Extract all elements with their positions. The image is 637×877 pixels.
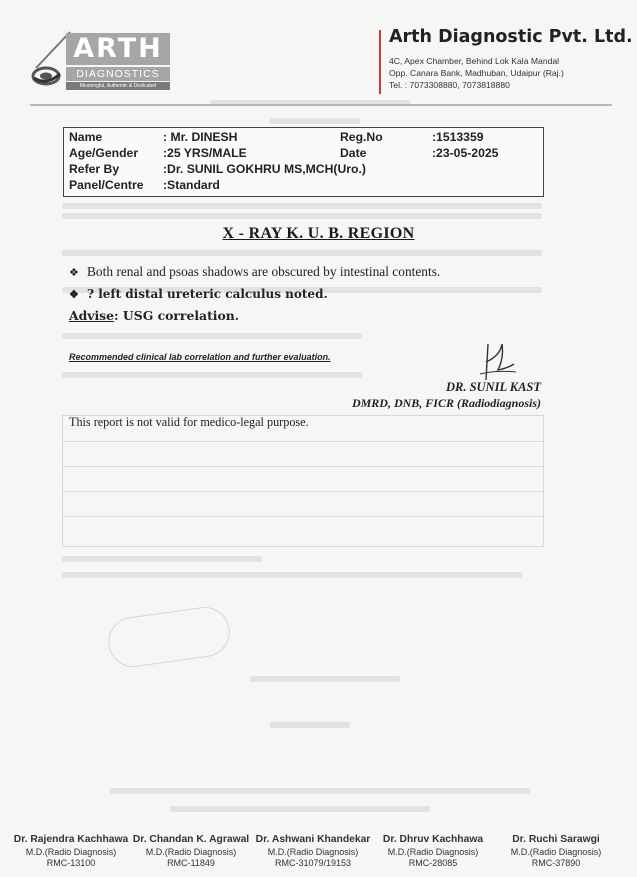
panel-value: :Standard xyxy=(163,178,220,192)
date-value: :23-05-2025 xyxy=(432,146,499,160)
footer xyxy=(0,834,637,874)
age-value: :25 YRS/MALE xyxy=(163,146,247,160)
footer-doctor xyxy=(12,834,130,868)
finding-1 xyxy=(69,264,440,280)
doctor-name: DR. SUNIL KAST xyxy=(445,380,541,394)
footer-doctor-name: Dr. Ruchi Sarawgi xyxy=(512,834,600,845)
recommendation-note: Recommended clinical lab correlation and further evaluation. xyxy=(69,352,331,362)
footer-doctor-reg: RMC-28085 xyxy=(408,858,458,868)
logo-wordmark: ARTH xyxy=(66,33,170,65)
footer-doctor-degree: M.D.(Radio Diagnosis) xyxy=(387,847,479,857)
panel-label: Panel/Centre xyxy=(69,178,144,192)
address-line-3: Tel. : 7073308880, 7073818880 xyxy=(389,80,510,90)
address-line-1: 4C, Apex Chamber, Behind Lok Kala Mandal xyxy=(389,56,560,66)
advise-text: : USG correlation. xyxy=(114,308,240,323)
footer-doctor-degree: M.D.(Radio Diagnosis) xyxy=(25,847,117,857)
name-value: : Mr. DINESH xyxy=(163,130,238,144)
footer-doctor xyxy=(132,834,250,868)
finding-1-text: Both renal and psoas shadows are obscured by intestinal contents. xyxy=(87,264,441,279)
logo-subtitle: DIAGNOSTICS xyxy=(66,67,170,81)
footer-doctor-degree: M.D.(Radio Diagnosis) xyxy=(145,847,237,857)
validity-note: This report is not valid for medico-legal purpose. xyxy=(69,415,309,429)
footer-doctor xyxy=(252,834,374,868)
advise-label: Advise xyxy=(69,308,115,323)
doctor-signature-icon xyxy=(478,340,518,384)
footer-doctor-reg: RMC-31079/19153 xyxy=(274,858,352,868)
footer-doctor-degree: M.D.(Radio Diagnosis) xyxy=(510,847,602,857)
logo-tagline: Meaningful, Authentic & Dedicated xyxy=(66,82,170,90)
footer-doctor xyxy=(378,834,488,868)
company-name: Arth Diagnostic Pvt. Ltd. xyxy=(389,27,633,47)
advise-line xyxy=(69,308,239,323)
doctor-qualifications: DMRD, DNB, FICR (Radiodiagnosis) xyxy=(351,396,541,410)
header-divider xyxy=(379,30,381,94)
header-rule xyxy=(30,104,612,106)
diamond-bullet-icon: ❖ xyxy=(69,267,79,279)
footer-doctor-name: Dr. Ashwani Khandekar xyxy=(255,834,371,845)
footer-doctor xyxy=(497,834,615,868)
footer-doctor-reg: RMC-37890 xyxy=(531,858,581,868)
footer-doctor-name: Dr. Chandan K. Agrawal xyxy=(132,834,250,845)
age-label: Age/Gender xyxy=(69,146,139,160)
date-label: Date xyxy=(340,146,367,160)
footer-doctor-reg: RMC-11849 xyxy=(167,858,215,868)
finding-2-text: ? left distal ureteric calculus noted. xyxy=(87,287,328,301)
finding-2 xyxy=(69,287,328,301)
address-line-2: Opp. Canara Bank, Madhuban, Udaipur (Raj.) xyxy=(389,68,564,78)
name-label: Name xyxy=(69,130,103,144)
footer-doctor-name: Dr. Dhruv Kachhawa xyxy=(382,834,484,845)
reg-label: Reg.No xyxy=(340,130,383,144)
refer-label: Refer By xyxy=(69,162,120,176)
footer-doctor-degree: M.D.(Radio Diagnosis) xyxy=(267,847,359,857)
footer-doctor-name: Dr. Rajendra Kachhawa xyxy=(13,834,129,845)
diamond-bullet-icon: ❖ xyxy=(69,288,79,301)
refer-value: :Dr. SUNIL GOKHRU MS,MCH(Uro.) xyxy=(163,162,366,176)
footer-doctor-reg: RMC-13100 xyxy=(46,858,96,868)
report-title: X - RAY K. U. B. REGION xyxy=(222,225,415,242)
reg-value: :1513359 xyxy=(432,130,484,144)
